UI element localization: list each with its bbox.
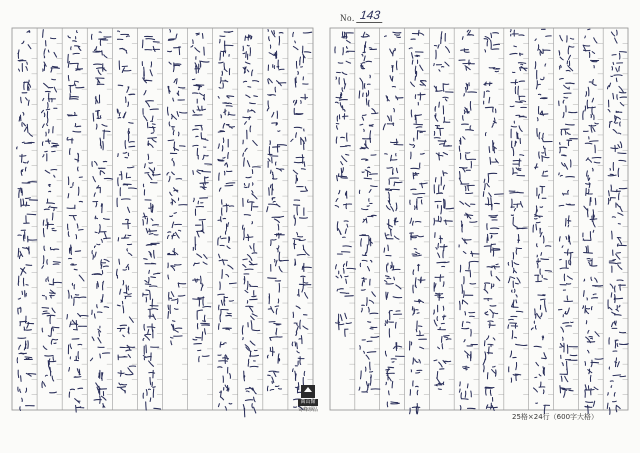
page-number-label: No.	[340, 13, 355, 23]
mountain-logo-icon	[301, 385, 315, 398]
publisher-logo	[291, 385, 325, 421]
publisher-logo-name: 萬山館	[300, 399, 316, 405]
grid-size-note: 25格×24行（600字大格）	[512, 413, 599, 421]
right-page-grid	[330, 28, 628, 410]
left-page-grid	[12, 28, 313, 410]
publisher-logo-subtitle: 奇峰珍品	[297, 407, 318, 413]
page-number: 143	[356, 8, 384, 23]
page-number-header	[340, 9, 383, 23]
